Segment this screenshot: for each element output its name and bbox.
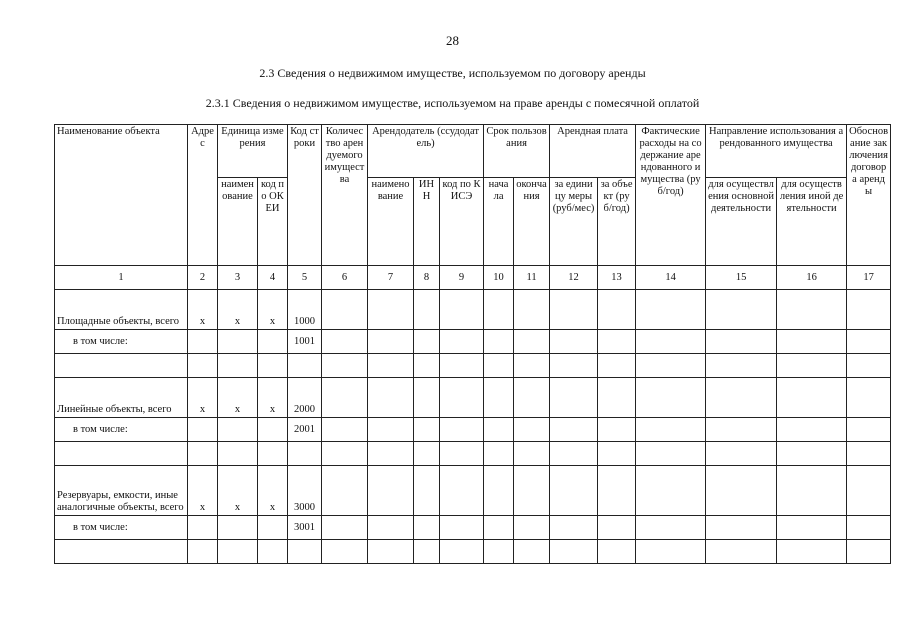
page-number: 28 [446, 33, 459, 48]
header-usage-main: для осуществления основной деятельности [706, 178, 777, 266]
row-code: 2000 [288, 378, 322, 418]
header-quantity: Количество арендуемого имущества [322, 125, 368, 266]
row-address: x [188, 378, 218, 418]
column-number: 15 [706, 266, 777, 290]
row-address: x [188, 290, 218, 330]
header-unit-name: наименование [218, 178, 258, 266]
row-address: x [188, 466, 218, 516]
header-usage-other: для осуществления иной деятельности [777, 178, 847, 266]
header-unit: Единица измерения [218, 125, 288, 178]
row-code: 1001 [288, 330, 322, 354]
column-number: 13 [598, 266, 636, 290]
column-number: 12 [550, 266, 598, 290]
header-row-code: Код строки [288, 125, 322, 266]
row-unit-name: x [218, 378, 258, 418]
column-number: 5 [288, 266, 322, 290]
row-code: 3001 [288, 516, 322, 540]
row-code: 1000 [288, 290, 322, 330]
header-term: Срок пользования [484, 125, 550, 178]
section-title: 2.3 Сведения о недвижимом имуществе, используемом по договору аренды [259, 66, 646, 80]
row-name: Линейные объекты, всего [55, 378, 188, 418]
header-term-end: окончания [514, 178, 550, 266]
header-term-start: начала [484, 178, 514, 266]
column-number: 9 [440, 266, 484, 290]
header-unit-code: код по ОКЕИ [258, 178, 288, 266]
row-name: в том числе: [55, 418, 188, 442]
table-row [55, 466, 891, 516]
column-number: 14 [636, 266, 706, 290]
column-number: 8 [414, 266, 440, 290]
row-unit-code: x [258, 378, 288, 418]
row-name: в том числе: [55, 516, 188, 540]
column-number: 16 [777, 266, 847, 290]
header-address: Адрес [188, 125, 218, 266]
header-lessor-code: код по КИСЭ [440, 178, 484, 266]
column-number: 1 [55, 266, 188, 290]
row-unit-code: x [258, 290, 288, 330]
header-lessor-inn: ИНН [414, 178, 440, 266]
header-rent-object: за объект (руб/год) [598, 178, 636, 266]
table-row [55, 290, 891, 330]
row-unit-name: x [218, 290, 258, 330]
header-lessor: Арендодатель (ссудодатель) [368, 125, 484, 178]
header-lessor-name: наименование [368, 178, 414, 266]
table-row [55, 330, 891, 354]
header-actual-costs: Фактические расходы на содержание арендованного имущества (руб/год) [636, 125, 706, 266]
column-number: 6 [322, 266, 368, 290]
table-row [55, 378, 891, 418]
column-number: 7 [368, 266, 414, 290]
column-number: 10 [484, 266, 514, 290]
table-row [55, 418, 891, 442]
column-number: 4 [258, 266, 288, 290]
row-name: Резервуары, емкости, иные аналогичные объекты, всего [55, 466, 188, 516]
column-number: 11 [514, 266, 550, 290]
table-row [55, 442, 891, 466]
table-row [55, 354, 891, 378]
subsection-title: 2.3.1 Сведения о недвижимом имуществе, используемом на праве аренды с помесячной оплатой [205, 96, 700, 110]
table-row [55, 516, 891, 540]
row-code: 3000 [288, 466, 322, 516]
header-rent: Арендная плата [550, 125, 636, 178]
row-unit-name: x [218, 466, 258, 516]
header-justification: Обоснование заключения договора аренды [847, 125, 891, 266]
row-name: в том числе: [55, 330, 188, 354]
header-name: Наименование объекта [55, 125, 188, 266]
column-number: 3 [218, 266, 258, 290]
row-name: Площадные объекты, всего [55, 290, 188, 330]
column-number: 2 [188, 266, 218, 290]
table-row [55, 540, 891, 564]
lease-table [54, 124, 891, 564]
header-usage: Направление использования арендованного имущества [706, 125, 847, 178]
row-code: 2001 [288, 418, 322, 442]
row-unit-code: x [258, 466, 288, 516]
header-rent-unit: за единицу меры (руб/мес) [550, 178, 598, 266]
column-number: 17 [847, 266, 891, 290]
